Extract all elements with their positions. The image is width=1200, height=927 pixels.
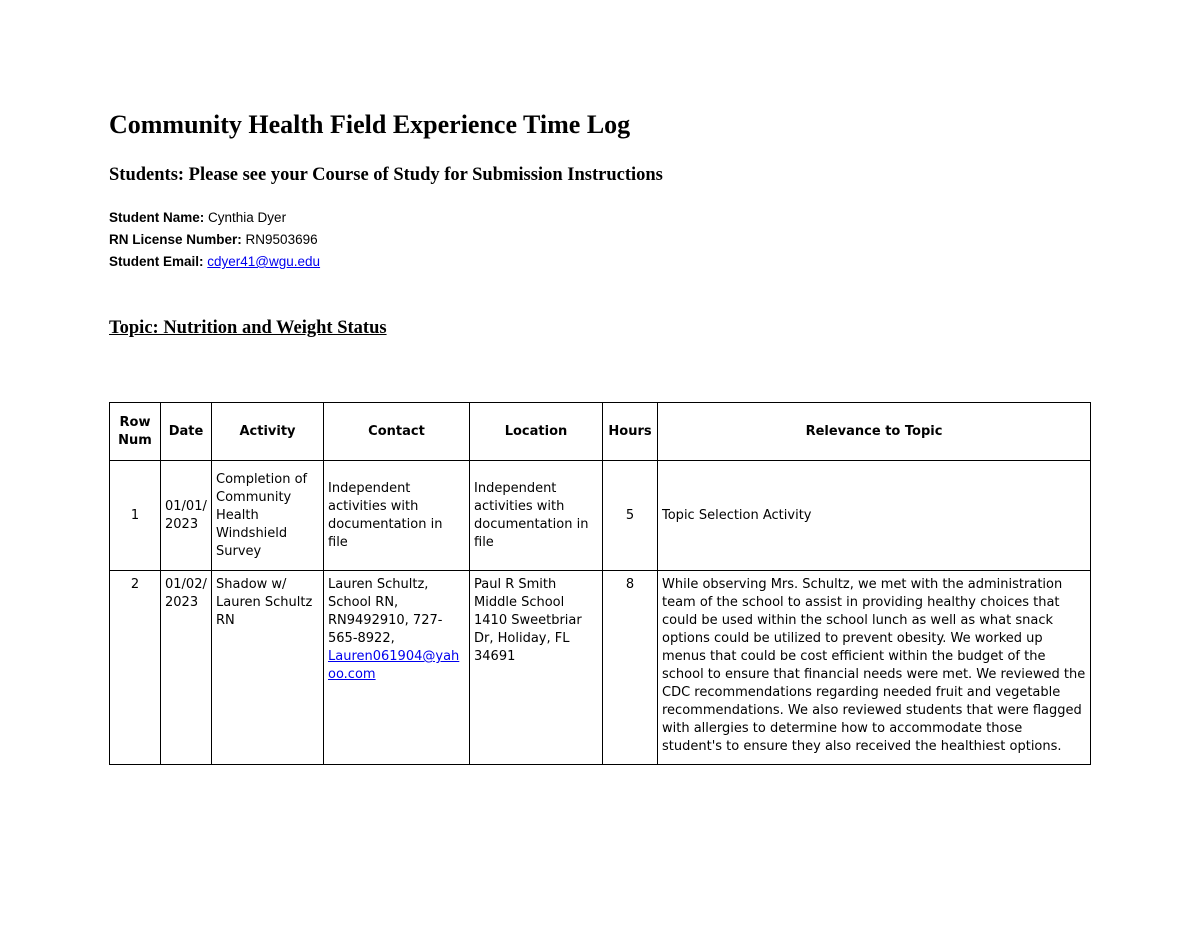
email-line [109,251,320,273]
student-name-value: Cynthia Dyer [208,210,287,225]
cell-date: 01/01/2023 [161,461,212,571]
header-contact: Contact [324,403,470,461]
email-label: Student Email: [109,254,204,269]
cell-activity: Completion of Community Health Windshield Survey [212,461,324,571]
table-row [110,461,1091,571]
cell-hours: 5 [603,461,658,571]
student-name-line [109,207,320,229]
license-value: RN9503696 [245,232,318,247]
table-header-row [110,403,1091,461]
cell-activity: Shadow w/ Lauren Schultz RN [212,571,324,765]
header-location: Location [470,403,603,461]
cell-location: Paul R Smith Middle School 1410 Sweetbriar Dr, Holiday, FL 34691 [470,571,603,765]
cell-row-num: 2 [110,571,161,765]
student-info [109,207,320,273]
header-hours: Hours [603,403,658,461]
student-name-label: Student Name: [109,210,205,225]
header-relevance: Relevance to Topic [658,403,1091,461]
header-date: Date [161,403,212,461]
header-row-num: Row Num [110,403,161,461]
cell-contact: Independent activities with documentation in file [324,461,470,571]
cell-row-num: 1 [110,461,161,571]
student-email-link[interactable]: cdyer41@wgu.edu [207,254,321,269]
cell-contact [324,571,470,765]
contact-details: Lauren Schultz, School RN, RN9492910, 727-565-8922, [328,577,443,646]
cell-location: Independent activities with documentation in file [470,461,603,571]
cell-relevance: While observing Mrs. Schultz, we met with the administration team of the school to assist in providing healthy choices that could be used within the school lunch as well as what snack options could be utilized to prevent obesity. We worked up menus that could be cost efficient within the budget of the school to ensure that financial needs were met. We reviewed the CDC recommendations regarding needed fruit and vegetable recommendations. We also reviewed students that were flagged with allergies to determine how to accommodate those student's to ensure they also received the healthiest options. [658,571,1091,765]
cell-date: 01/02/2023 [161,571,212,765]
cell-hours: 8 [603,571,658,765]
topic-heading: Topic: Nutrition and Weight Status [109,318,387,338]
license-label: RN License Number: [109,232,242,247]
page-title: Community Health Field Experience Time Log [109,110,631,139]
submission-instructions: Students: Please see your Course of Study for Submission Instructions [109,165,663,185]
time-log-table [109,402,1091,765]
cell-relevance: Topic Selection Activity [658,461,1091,571]
table-row [110,571,1091,765]
header-activity: Activity [212,403,324,461]
contact-email-link[interactable]: Lauren061904@yahoo.com [328,649,460,682]
license-line [109,229,320,251]
